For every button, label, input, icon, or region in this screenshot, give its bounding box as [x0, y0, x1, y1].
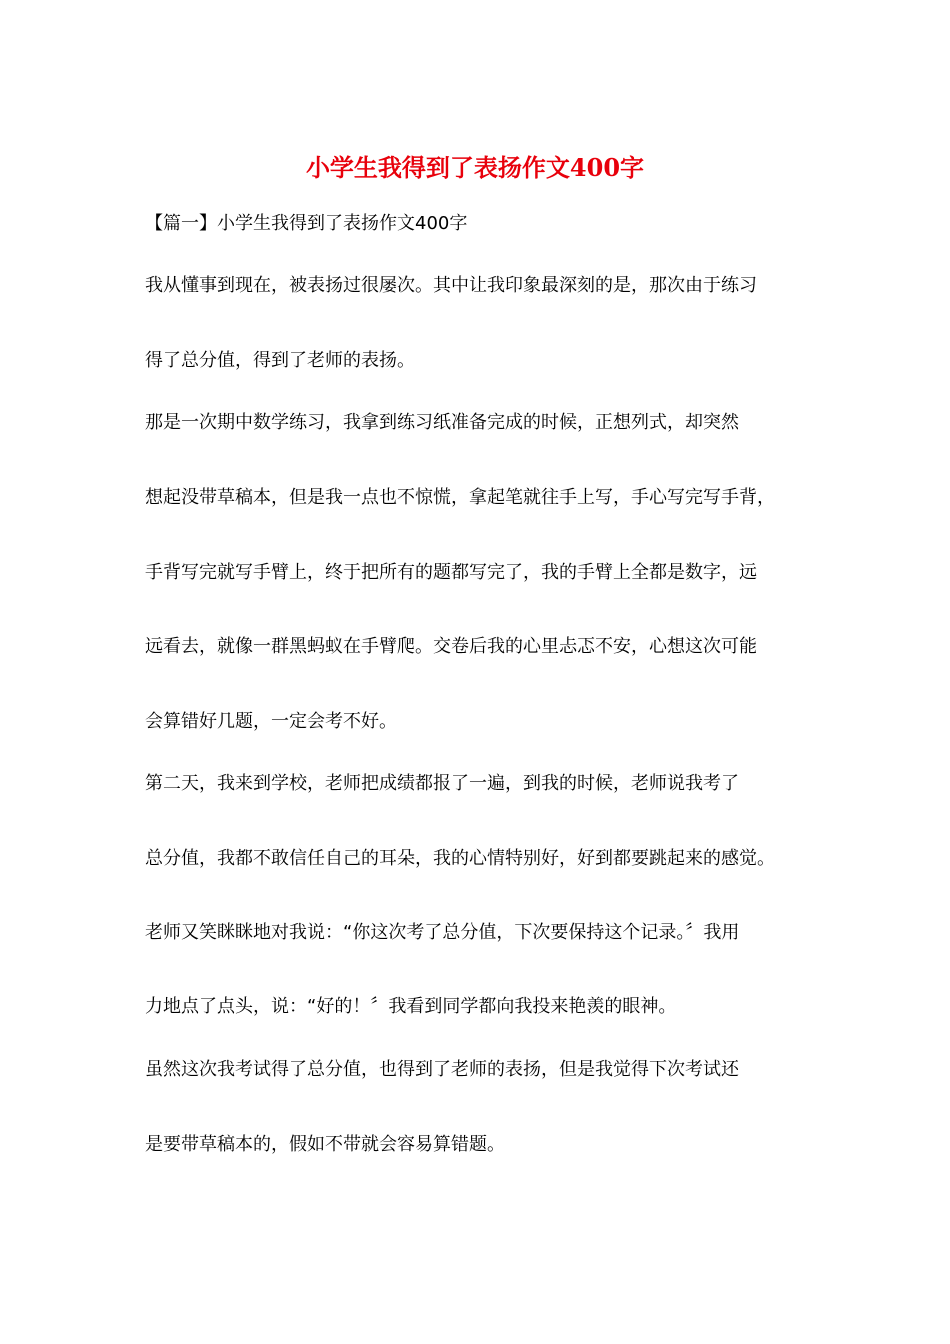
paragraph-line: 我从懂事到现在，被表扬过很屡次。其中让我印象最深刻的是，那次由于练习 [145, 275, 757, 296]
paragraph-line: 虽然这次我考试得了总分值，也得到了老师的表扬，但是我觉得下次考试还 [145, 1059, 739, 1080]
paragraph-line: 总分值，我都不敢信任自己的耳朵，我的心情特别好，好到都要跳起来的感觉。 [145, 848, 775, 869]
document-subtitle: 【篇一】小学生我得到了表扬作文400字 [145, 213, 468, 234]
paragraph-line: 得了总分值，得到了老师的表扬。 [145, 350, 415, 371]
paragraph-line: 老师又笑眯眯地对我说：“你这次考了总分值，下次要保持这个记录。〞我用 [145, 922, 740, 943]
paragraph-line: 手背写完就写手臂上，终于把所有的题都写完了，我的手臂上全都是数字，远 [145, 562, 757, 583]
paragraph-line: 那是一次期中数学练习，我拿到练习纸准备完成的时候，正想列式，却突然 [145, 412, 739, 433]
paragraph-line: 第二天，我来到学校，老师把成绩都报了一遍，到我的时候，老师说我考了 [145, 773, 739, 794]
paragraph-line: 远看去，就像一群黑蚂蚁在手臂爬。交卷后我的心里忐忑不安，心想这次可能 [145, 636, 757, 657]
document-title: 小学生我得到了表扬作文400字 [305, 153, 645, 182]
paragraph-line: 想起没带草稿本，但是我一点也不惊慌，拿起笔就往手上写，手心写完写手背， [145, 487, 775, 508]
paragraph-line: 力地点了点头，说：“好的！〞我看到同学都向我投来艳羡的眼神。 [145, 996, 677, 1017]
paragraph-line: 会算错好几题，一定会考不好。 [145, 711, 397, 732]
paragraph-line: 是要带草稿本的，假如不带就会容易算错题。 [145, 1134, 505, 1155]
